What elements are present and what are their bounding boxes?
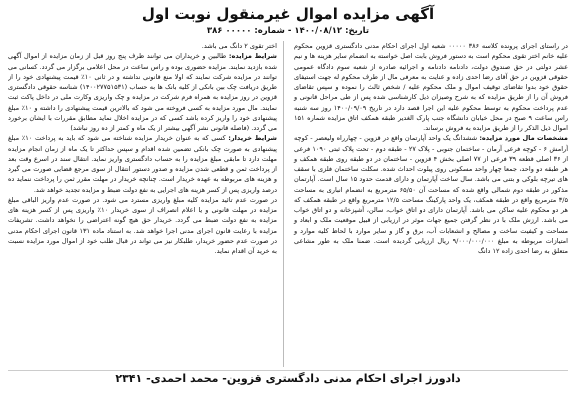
- number-label: - شماره:: [254, 26, 292, 36]
- buyer-conditions-paragraph: [8, 133, 277, 195]
- share-text: اختر تقوی ۲ دانگ می باشد.: [201, 42, 277, 50]
- buyer-label: شرایط خریدار:: [228, 134, 277, 143]
- spec-text: ششدانگ یک واحد آپارتمان واقع در قزوین - چهارراه ولیعصر - کوچه آرامش ۶ - کوچه فرعی آرمان - ساختمان جنوبی - پلاک ۲۷ - طبقه دوم - تحت پلاک ثبتی ۱۰۹۰ فرعی از ۳۶ اصلی قطعه ۳۹ فرعی از ۷۷ اصلی بخش ۴ قزوین - ساختمان در دو طبقه روی طبقه همکف و هر طبقه دو واحد، جمعا چهار واحد مسکونی روی پیلوت احداث شده. سکلت ساختمان فلزی با سقف های تیرچه بلوکی و بتنی می باشد. سال ساخت آپارتمان و دارای قدمت حدود ۱۵ سال است. آپارتمان مذکور در طبقه دوم شمالی واقع شده که مساحت آن ۶۵/۵۰ مترمربع به انضمام انباری به مساحت ۳/۵ مترمربع واقع در طبقه همکف، یک واحد پارکینگ مساحت ۱۲/۵ مترمربع واقع در طبقه همکف که هر دو محکوم علیه ساکن می باشد. آپارتمان دارای دو اتاق خواب، سالن، آشپزخانه و دو اتاق خواب می باشد. ارزش ملک با در نظر گرفتن جمیع جهات موثر در ارزیابی از قبیل موقعیت ملک و ابعاد و مساحت و کیفیت ساخت و مصالح و انشعابات آب، برق و گاز و سایر موارد با لحاظ کلیه موارد و امتیازات مربوطه به مبلغ ۹/۰۰۰/۰۰۰/۰۰۰ ریال ارزیابی گردیده است. ضمنا ملک به طور مشاعی متعلق به رضا احدی زاده ۱۲ دانگ: [294, 134, 568, 255]
- right-column: [292, 41, 568, 367]
- auction-conditions-paragraph: [8, 51, 277, 133]
- date-label: تاریخ:: [345, 26, 370, 36]
- signature-line: دادورز اجرای احکام مدنی دادگستری قزوین- محمد احمدی- ۲۳۴۱: [8, 370, 568, 387]
- property-spec-paragraph: [294, 133, 568, 256]
- notice-number: ۳۸۶ ۰۰۰۰۰: [206, 26, 252, 36]
- notice-body: [8, 41, 568, 367]
- left-column: [8, 41, 284, 367]
- spec-label: مشخصات مال مورد مزایده:: [479, 134, 568, 143]
- buyer-text: کسی که به عنوان خریدار مزایده شناخته می شود که باید به پرداخت ۱۰٪ مبلغ پیشنهادی به صورت چک بانکی تضمین شده اقدام و سپس حداکثر تا یک ماه از زمان انجام مزایده مهلت دارد تا مابقی مبلغ مزایده را به حساب دادگستری واریز نماید. انتقال سند در اسرع وقت بعد از پرداخت ثمن و قطعی شدن مزایده و صدور دستور انتقال از سوی مرجع قضایی صورت می گیرد و هزینه های مربوطه به عهده خریدار است. چنانچه خریدار در مهلت مقرر ثمن را پرداخت ننماید ده درصد واریزی پس از کسر هزینه های اجرایی به نفع دولت ضبط و مزایده تجدید خواهد شد.: [8, 134, 277, 194]
- refund-paragraph: در صورت عدم تائید مزایده کلیه مبلغ واریزی مسترد می شود. در صورت عدم واریز الباقی مبلغ مزایده در مهلت قانونی و یا اعلام انصراف از سوی خریدار ۱۰٪ واریزی پس از کسر هزینه های مزایده به نفع دولت ضبط می گردد. خریدار حق هیچ گونه اعتراضی را نخواهد داشت. تشریفات مزایده با رعایت قانون اجرای مدنی اجرا خواهد شد. به استناد ماده ۱۳۱ قانون اجرای احکام مدنی در صورت عدم حضور خریدار، طلبکار نیز می تواند در قبال طلب خود از اموال مورد مزایده نسبت به خرید آن اقدام نماید.: [8, 195, 277, 255]
- conditions-text: طالبین و خریداران می توانند ظرف پنج روز قبل از زمان مزایده از اموال آگهی شده بازدید نمایند. مزایده حضوری بوده و راس ساعت در محل اعلامی برگزار می گردد. کسانی می توانند در مزایده شرکت نمایند که اولا منع قانونی نداشته و در ثانی ۱۰٪ قیمت پیشنهادی خود را از طریق دریافت چک بین بانکی از کلیه بانک ها به حساب (۱۴۰۰۲۷۷۵۱۵۳۱) شناسه حقوقی دادگستری قزوین در روز مزایده به همراه فرم شرکت در مزایده و چک واریزی وکارت ملی در داخل پاکت ثبت نمایند. مال مورد مزایده به کسی فروخته می شود که بالاترین قیمت پیشنهادی را داشته و ۱۰٪ مبلغ پیشنهادی خود را واریز کرده باشد کسی که در مزایده اخلال نماید مطابق مقررات با ایشان برخورد می گردد. (فاصله قانونی نشر آگهی بیشتر از یک ماه و کمتر از ده روز نباشد): [8, 52, 277, 132]
- conditions-label: شرایط مزایده:: [228, 52, 277, 61]
- notice-date: ۱۴۰۰/۰۸/۱۲: [294, 26, 343, 36]
- notice-meta: [8, 24, 568, 38]
- case-paragraph: در راستای اجرای پرونده کلاسه ۳۸۶ ۰۰۰۰۰ شعبه اول اجرای احکام مدنی دادگستری قزوین محکوم علیه خانم اختر تقوی محکوم است به دستور فروش بابت اصل خواسته به انضمام سایر هزینه ها و نیم عشر دولتی در حق صندوق دولت، دادنامه دادنامه و اجرائیه صادره از شعبه سوم دادگاه عمومی حقوقی قزوین در حق آقای رضا احدی زاده و عنایت به معرفی مال از طرف محکوم له جهت استیفای حقوق خود بدوا تقاضای توقیف اموال و ملک محکوم علیه / شخص ثالث را نموده و سپس تقاضای فروش آن را از طریق مزایده که به شرح وصیزان ذیل کارشناسی شده پس از طی مراحل قانونی و عدم پرداخت محکوم به توسط محکوم علیه این اجرا قصد دارد در تاریخ ۱۴۰۰/۰۹/۰۹ روز سه شنبه راس ساعت ۹ صبح در محل خیابان دانشگاه جنب پارک الغدیر طبقه همکف اتاق مزایده شماره ۱۵۱ اموال ذیل الذکر را از طریق مزایده به فروش برساند.: [294, 42, 568, 132]
- notice-title: آگهی مزایده اموال غیرمنقول نوبت اول: [141, 5, 435, 23]
